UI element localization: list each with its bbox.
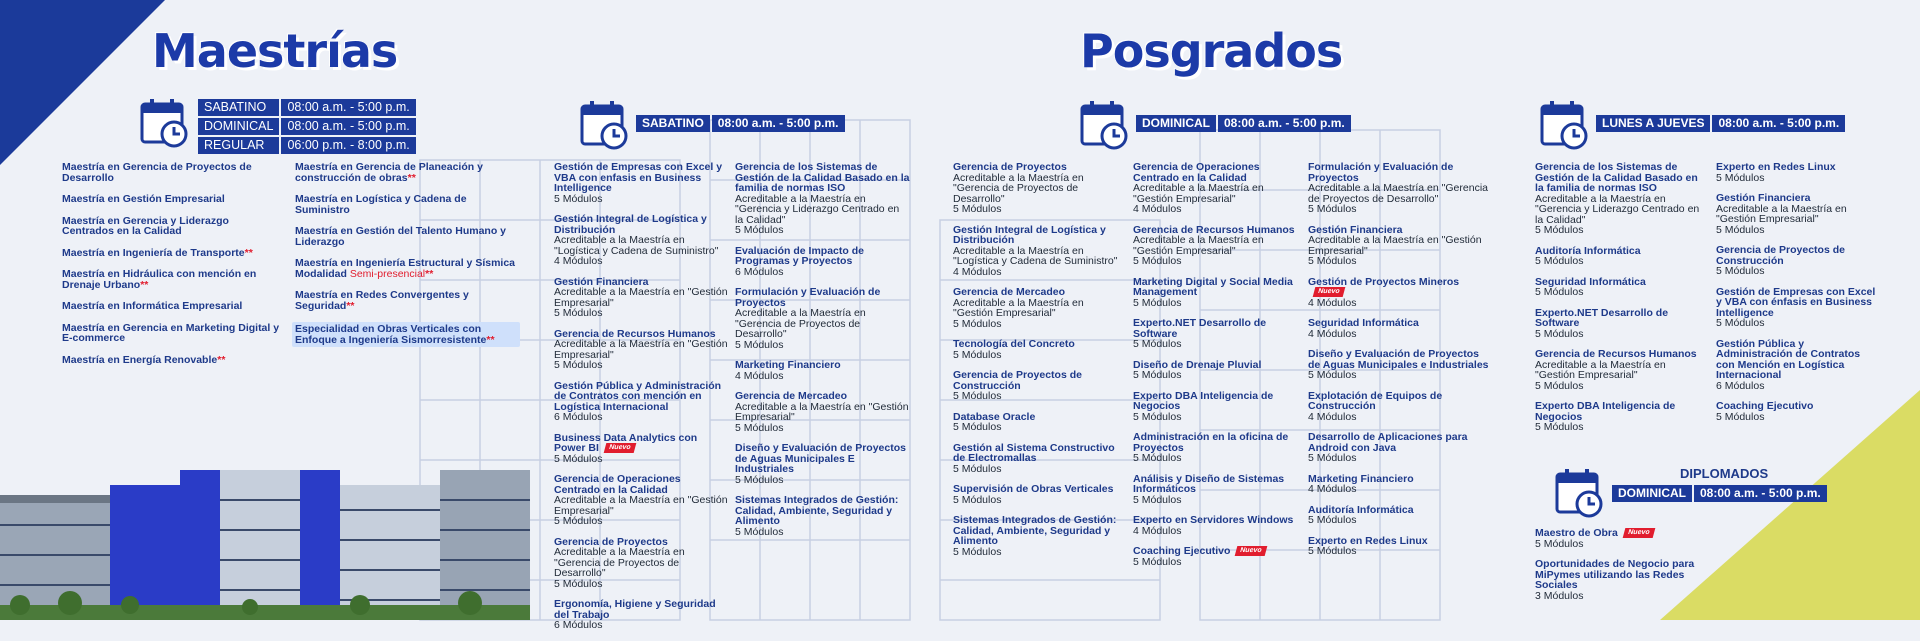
asterisk-mark: **	[244, 246, 253, 259]
course-title: Gerencia de los Sistemas de Gestión de la Calidad Basado en la familia de normas ISO	[1535, 161, 1698, 194]
course-title: Evaluación de Impacto de Programas y Proyectos	[735, 244, 864, 267]
course-accreditation: Acreditable a la Maestría en "Gestión Empresarial"	[554, 286, 728, 309]
course-title: Ergonomía, Higiene y Seguridad del Trabajo	[554, 598, 716, 621]
course-item	[295, 226, 520, 247]
course-title: Gestión Integral de Logística y Distribución	[953, 223, 1106, 246]
course-item	[1535, 401, 1705, 433]
lunes-jueves-list-col2	[1716, 162, 1876, 432]
course-title: Maestría en Ingeniería de Transporte**	[62, 246, 253, 259]
maestrias-schedule-table	[198, 99, 416, 154]
course-title: Experto en Redes Linux	[1716, 161, 1836, 173]
course-modules: 4 Módulos	[953, 265, 1002, 278]
course-modules: 5 Módulos	[1133, 369, 1182, 381]
course-item	[1535, 308, 1705, 340]
course-item	[295, 258, 520, 279]
schedule-hours: 08:00 a.m. - 5:00 p.m.	[1694, 485, 1827, 502]
course-title: Sistemas Integrados de Gestión: Calidad, Ambiente, Seguridad y Alimento	[953, 514, 1117, 547]
course-item	[1535, 162, 1705, 236]
course-item	[1308, 536, 1493, 557]
course-title: Sistemas Integrados de Gestión: Calidad, Ambiente, Seguridad y Alimento	[735, 494, 899, 527]
course-item	[953, 412, 1125, 433]
course-title: Experto.NET Desarrollo de Software	[1535, 306, 1669, 329]
course-title: Marketing Digital y Social Media Management	[1133, 275, 1293, 298]
course-modules: 5 Módulos	[554, 452, 603, 465]
course-item	[62, 216, 282, 237]
schedule-hours: 08:00 a.m. - 5:00 p.m.	[281, 118, 415, 135]
lunes-jueves-schedule	[1596, 115, 1845, 132]
course-item	[735, 443, 910, 485]
course-title: Gestión de Empresas con Excel y VBA con enfasis en Business Intelligence	[554, 161, 723, 194]
course-title: Database Oracle	[953, 410, 1036, 423]
course-accreditation: Acreditable a la Maestría en "Logística y Cadena de Suministro"	[953, 244, 1118, 267]
schedule-hours: 06:00 p.m. - 8:00 p.m.	[281, 137, 415, 154]
course-title: Coaching Ejecutivo	[1716, 400, 1814, 412]
course-title: Gestión de Proyectos MinerosNuevo	[1308, 275, 1460, 295]
course-item	[953, 339, 1125, 360]
course-modules: 4 Módulos	[1308, 483, 1357, 495]
course-item	[1535, 246, 1705, 267]
course-item	[1535, 349, 1705, 391]
dominical-list-col1	[953, 162, 1125, 567]
course-title: Gerencia de Recursos Humanos	[1133, 223, 1295, 236]
course-item	[1133, 225, 1303, 267]
dominical-list-col3	[1308, 162, 1493, 567]
course-modules: 6 Módulos	[554, 619, 603, 631]
course-modules: 5 Módulos	[1308, 452, 1357, 464]
lunes-jueves-list-col1	[1535, 162, 1705, 443]
schedule-hours: 08:00 a.m. - 5:00 p.m.	[281, 99, 415, 116]
course-item	[295, 162, 520, 183]
sabatino-list-col1	[554, 162, 729, 641]
course-item	[1716, 401, 1876, 422]
course-item	[1133, 318, 1303, 350]
course-modules: 5 Módulos	[1535, 421, 1584, 433]
course-accreditation: Acreditable a la Maestría en "Gerencia de Proyectos de Desarrollo"	[554, 546, 685, 579]
course-modules: 5 Módulos	[1535, 224, 1584, 236]
course-title: Maestría en Informática Empresarial	[62, 300, 243, 312]
maestrias-title: Maestrías	[152, 24, 398, 78]
course-item	[953, 162, 1125, 215]
course-item	[1716, 162, 1876, 183]
course-modules: 5 Módulos	[735, 421, 784, 434]
course-modules: 5 Módulos	[1535, 327, 1584, 340]
course-title: Maestría en Hidráulica con mención en Drenaje Urbano**	[62, 268, 257, 291]
course-item	[735, 495, 910, 537]
course-modules: 6 Módulos	[554, 411, 603, 423]
course-modules: 4 Módulos	[1308, 296, 1357, 309]
course-title: Tecnología del Concreto	[953, 338, 1075, 350]
course-item	[1716, 339, 1876, 392]
course-title: Gestión Financiera	[1308, 223, 1403, 236]
course-modules: 6 Módulos	[735, 265, 784, 278]
diplomados-list	[1535, 528, 1700, 611]
course-title: Auditoría Informática	[1535, 244, 1641, 257]
course-modules: 5 Módulos	[953, 203, 1002, 215]
course-modules: 5 Módulos	[953, 390, 1002, 402]
modality-note: Semi-presencial	[349, 267, 426, 280]
course-title: Análisis y Diseño de Sistemas Informáticos	[1133, 472, 1285, 495]
course-modules: 5 Módulos	[1535, 286, 1584, 298]
course-title: Gerencia de Proyectos	[554, 535, 668, 548]
course-title: Maestría en Gerencia de Proyectos de Desarrollo	[62, 161, 252, 184]
course-modules: 5 Módulos	[1716, 410, 1765, 423]
course-title: Maestría en Logística y Cadena de Suministro	[295, 193, 467, 216]
course-item	[62, 162, 282, 183]
course-title: Gerencia de los Sistemas de Gestión de la Calidad Basado en la familia de normas ISO	[735, 161, 910, 194]
course-title: Maestría en Gerencia en Marketing Digital y E-commerce	[62, 321, 280, 344]
dominical-list-col2	[1133, 162, 1303, 577]
course-item	[1133, 162, 1303, 215]
course-modules: 5 Módulos	[1133, 555, 1182, 568]
course-accreditation: Acreditable a la Maestría en "Gestión Empresarial"	[1133, 182, 1264, 205]
schedule-hours: 08:00 a.m. - 5:00 p.m.	[1218, 115, 1351, 132]
course-accreditation: Acreditable a la Maestría en "Gerencia de Proyectos de Desarrollo"	[1308, 182, 1488, 205]
course-title: Formulación y Evaluación de Proyectos	[735, 286, 881, 309]
course-item	[1308, 162, 1493, 215]
calendar-clock-icon	[1080, 98, 1130, 150]
course-modules: 4 Módulos	[1308, 410, 1357, 423]
course-item	[554, 599, 729, 631]
course-title: Experto DBA Inteligencia de Negocios	[1133, 389, 1274, 412]
course-modules: 4 Módulos	[1133, 524, 1182, 537]
course-item	[62, 301, 282, 312]
calendar-clock-icon	[580, 98, 630, 150]
course-title: Supervisión de Obras Verticales	[953, 483, 1114, 495]
schedule-day: DOMINICAL	[1612, 485, 1692, 502]
schedule-day: DOMINICAL	[198, 118, 279, 135]
course-title: Auditoría Informática	[1308, 503, 1414, 516]
course-title: Gerencia de Proyectos	[953, 161, 1067, 173]
schedule-day: SABATINO	[636, 115, 710, 132]
course-modules: 5 Módulos	[1133, 338, 1182, 350]
course-modules: 5 Módulos	[1308, 369, 1357, 381]
course-title: Administración en la oficina de Proyectos	[1133, 431, 1289, 454]
course-title: Maestría en Ingeniería Estructural y Sísmica Modalidad Semi-presencial**	[295, 257, 516, 280]
diplomados-schedule	[1612, 485, 1827, 502]
nuevo-badge: Nuevo	[604, 443, 637, 453]
course-item	[554, 162, 729, 204]
course-modules: 5 Módulos	[1716, 317, 1765, 329]
course-title: Maestría en Gerencia y Liderazgo Centrados en la Calidad	[62, 214, 229, 237]
course-modules: 5 Módulos	[1535, 537, 1584, 550]
course-modules: 5 Módulos	[1133, 410, 1182, 423]
course-accreditation: Acreditable a la Maestría en "Gestión Empresarial"	[953, 296, 1084, 319]
course-title: Maestro de Obra Nuevo	[1535, 528, 1700, 539]
dominical-schedule	[1136, 115, 1351, 132]
course-modules: 5 Módulos	[735, 338, 784, 351]
course-item	[1308, 474, 1493, 495]
course-modules: 5 Módulos	[554, 577, 603, 590]
course-item	[1133, 474, 1303, 506]
course-item	[554, 277, 729, 319]
course-item	[1133, 515, 1303, 536]
course-item	[554, 474, 729, 527]
course-accreditation: Acreditable a la Maestría en "Gerencia y Liderazgo Centrado en la Calidad"	[735, 192, 900, 226]
schedule-day: REGULAR	[198, 137, 279, 154]
course-item	[554, 433, 729, 465]
course-modules: 5 Módulos	[953, 493, 1002, 506]
course-item	[62, 355, 282, 366]
course-item	[1133, 546, 1303, 567]
maestrias-list-col1	[62, 162, 282, 376]
course-item	[295, 194, 520, 215]
course-item	[735, 162, 910, 236]
course-modules: 5 Módulos	[1308, 203, 1357, 215]
course-item	[1133, 277, 1303, 309]
nuevo-badge: Nuevo	[1313, 287, 1346, 297]
schedule-hours: 08:00 a.m. - 5:00 p.m.	[712, 115, 845, 132]
course-item	[1716, 287, 1876, 329]
course-modules: 5 Módulos	[1716, 265, 1765, 277]
course-modules: 5 Módulos	[1133, 452, 1182, 464]
asterisk-mark: **	[407, 171, 416, 184]
calendar-clock-icon	[140, 96, 190, 148]
course-title: Diseño y Evaluación de Proyectos de Aguas Municipales E Industriales	[735, 442, 906, 475]
course-item	[1716, 193, 1876, 235]
course-title: Gerencia de Recursos Humanos	[1535, 348, 1697, 360]
course-modules: 4 Módulos	[1308, 327, 1357, 340]
course-item	[292, 322, 520, 347]
course-accreditation: Acreditable a la Maestría en "Gestión Empresarial"	[1535, 358, 1666, 381]
course-item	[1308, 432, 1493, 464]
course-title: Gestión Financiera	[1716, 192, 1811, 204]
course-item	[1133, 360, 1303, 381]
course-title: Marketing Financiero	[1308, 472, 1414, 485]
course-accreditation: Acreditable a la Maestría en "Logística y Cadena de Suministro"	[554, 234, 719, 257]
course-title: Gerencia de Mercadeo	[953, 286, 1066, 298]
asterisk-mark: **	[217, 353, 226, 366]
course-item	[1535, 528, 1700, 549]
course-item	[62, 323, 282, 344]
course-modules: 5 Módulos	[1133, 255, 1182, 267]
course-modules: 5 Módulos	[953, 421, 1002, 433]
course-accreditation: Acreditable a la Maestría en "Gestión Empresarial"	[1716, 202, 1847, 225]
course-title: Maestría en Gerencia de Planeación y construcción de obras**	[295, 161, 483, 184]
course-modules: 5 Módulos	[554, 307, 603, 319]
course-title: Experto DBA Inteligencia de Negocios	[1535, 400, 1676, 423]
course-modules: 4 Módulos	[735, 369, 784, 382]
course-modules: 5 Módulos	[953, 317, 1002, 330]
course-modules: 5 Módulos	[953, 348, 1002, 361]
course-modules: 4 Módulos	[554, 255, 603, 267]
course-modules: 5 Módulos	[1308, 545, 1357, 557]
course-item	[554, 214, 729, 267]
course-modules: 5 Módulos	[1308, 255, 1357, 267]
course-modules: 5 Módulos	[953, 462, 1002, 475]
diplomados-title: DIPLOMADOS	[1680, 466, 1769, 481]
posgrados-title: Posgrados	[1080, 24, 1343, 78]
course-item	[953, 443, 1125, 475]
course-title: Gestión Pública y Administración de Contratos con mención en Logística Internacional	[554, 379, 722, 413]
course-modules: 4 Módulos	[1133, 203, 1182, 215]
course-item	[295, 290, 520, 311]
schedule-day: SABATINO	[198, 99, 279, 116]
course-title: Maestría en Redes Convergentes y Seguridad**	[295, 289, 469, 312]
course-item	[735, 287, 910, 350]
course-title: Experto en Servidores Windows	[1133, 514, 1294, 526]
asterisk-mark: **	[140, 278, 149, 291]
course-item	[953, 225, 1125, 278]
course-title: Gerencia de Operaciones Centrado en la Calidad	[1133, 161, 1260, 184]
course-title: Explotación de Equipos de Construcción	[1308, 389, 1443, 412]
course-title: Gestión de Empresas con Excel y VBA con énfasis en Business Intelligence	[1716, 285, 1876, 319]
course-accreditation: Acreditable a la Maestría en "Gestión Empresarial"	[554, 494, 728, 517]
course-title: Coaching Ejecutivo Nuevo	[1133, 546, 1303, 557]
course-item	[953, 287, 1125, 329]
course-title: Formulación y Evaluación de Proyectos	[1308, 161, 1454, 184]
course-item	[1308, 391, 1493, 423]
course-item	[953, 484, 1125, 505]
course-title: Diseño de Drenaje Pluvial	[1133, 358, 1262, 371]
course-item	[1535, 559, 1700, 601]
course-item	[1535, 277, 1705, 298]
course-title: Gerencia de Mercadeo	[735, 390, 848, 402]
sabatino-schedule	[636, 115, 845, 132]
course-title: Business Data Analytics con Power BI Nuevo	[554, 431, 698, 454]
course-title: Especialidad en Obras Verticales con Enfoque a Ingeniería Sismorresistente**	[295, 323, 495, 346]
nuevo-badge: Nuevo	[1235, 546, 1268, 556]
course-item	[1716, 245, 1876, 277]
schedule-day: DOMINICAL	[1136, 115, 1216, 132]
course-modules: 5 Módulos	[1716, 223, 1765, 236]
asterisk-mark: **	[346, 299, 355, 312]
course-item	[735, 391, 910, 433]
course-item	[735, 246, 910, 278]
course-modules: 5 Módulos	[1308, 514, 1357, 526]
maestrias-list-col2	[295, 162, 520, 358]
course-title: Gerencia de Operaciones Centrado en la Calidad	[554, 473, 681, 496]
asterisk-mark: **	[486, 333, 495, 346]
course-title: Seguridad Informática	[1308, 317, 1419, 329]
course-item	[1133, 432, 1303, 464]
calendar-clock-icon	[1540, 98, 1590, 150]
course-modules: 5 Módulos	[1133, 493, 1182, 506]
course-accreditation: Acreditable a la Maestría en "Gestión Empresarial"	[1308, 234, 1482, 257]
course-title: Gestión Financiera	[554, 275, 649, 288]
course-title: Marketing Financiero	[735, 359, 841, 371]
course-title: Gerencia de Proyectos de Construcción	[1716, 244, 1845, 267]
schedule-day: LUNES A JUEVES	[1596, 115, 1710, 132]
nuevo-badge: Nuevo	[1623, 528, 1656, 538]
course-item	[554, 381, 729, 423]
course-modules: 6 Módulos	[1716, 379, 1765, 392]
course-modules: 5 Módulos	[953, 545, 1002, 558]
course-title: Gestión al Sistema Constructivo de Electromallas	[953, 441, 1115, 464]
course-item	[1308, 318, 1493, 339]
course-modules: 5 Módulos	[1716, 171, 1765, 184]
course-modules: 5 Módulos	[554, 515, 603, 527]
course-modules: 5 Módulos	[1133, 296, 1182, 309]
course-accreditation: Acreditable a la Maestría en "Gestión Empresarial"	[554, 338, 728, 361]
course-item	[735, 360, 910, 381]
course-item	[1308, 349, 1493, 381]
course-accreditation: Acreditable a la Maestría en "Gerencia de Proyectos de Desarrollo"	[735, 307, 866, 340]
course-modules: 3 Módulos	[1535, 589, 1584, 602]
course-title: Gerencia de Proyectos de Construcción	[953, 369, 1082, 392]
course-title: Experto en Redes Linux	[1308, 534, 1428, 547]
course-item	[62, 269, 282, 290]
calendar-clock-icon	[1555, 466, 1605, 518]
course-accreditation: Acreditable a la Maestría en "Gestión Empresarial"	[735, 400, 909, 423]
course-modules: 5 Módulos	[735, 525, 784, 538]
course-title: Maestría en Energía Renovable**	[62, 353, 226, 366]
course-accreditation: Acreditable a la Maestría en "Gerencia y Liderazgo Centrado en la Calidad"	[1535, 192, 1700, 226]
course-accreditation: Acreditable a la Maestría en "Gerencia de Proyectos de Desarrollo"	[953, 171, 1084, 205]
course-title: Gestión Pública y Administración de Contratos con Mención en Logística Internacional	[1716, 337, 1861, 381]
course-modules: 5 Módulos	[735, 473, 784, 486]
course-accreditation: Acreditable a la Maestría en "Gestión Empresarial"	[1133, 234, 1264, 257]
course-item	[62, 194, 282, 205]
asterisk-mark: **	[425, 267, 434, 280]
course-item	[1308, 277, 1493, 309]
course-item	[953, 370, 1125, 402]
course-title: Maestría en Gestión del Talento Humano y Liderazgo	[295, 225, 507, 248]
course-modules: 5 Módulos	[735, 224, 784, 236]
campus-building-image	[0, 455, 530, 620]
course-title: Oportunidades de Negocio para MiPymes utilizando las Redes Sociales	[1535, 558, 1695, 591]
course-modules: 5 Módulos	[1535, 255, 1584, 267]
course-title: Gerencia de Recursos Humanos	[554, 327, 716, 340]
course-modules: 5 Módulos	[554, 192, 603, 205]
course-modules: 5 Módulos	[554, 359, 603, 371]
course-title: Gestión Integral de Logística y Distribución	[554, 213, 707, 236]
course-item	[554, 537, 729, 590]
course-item	[1133, 391, 1303, 423]
course-item	[62, 248, 282, 259]
course-title: Seguridad Informática	[1535, 275, 1646, 288]
course-title: Desarrollo de Aplicaciones para Android con Java	[1308, 431, 1468, 454]
course-item	[554, 329, 729, 371]
course-title: Experto.NET Desarrollo de Software	[1133, 317, 1267, 340]
course-title: Diseño y Evaluación de Proyectos de Aguas Municipales e Industriales	[1308, 348, 1489, 371]
sabatino-list-col2	[735, 162, 910, 547]
schedule-hours: 08:00 a.m. - 5:00 p.m.	[1712, 115, 1845, 132]
course-item	[1308, 505, 1493, 526]
course-modules: 5 Módulos	[1535, 379, 1584, 392]
course-item	[1308, 225, 1493, 267]
course-item	[953, 515, 1125, 557]
course-title: Maestría en Gestión Empresarial	[62, 193, 225, 205]
